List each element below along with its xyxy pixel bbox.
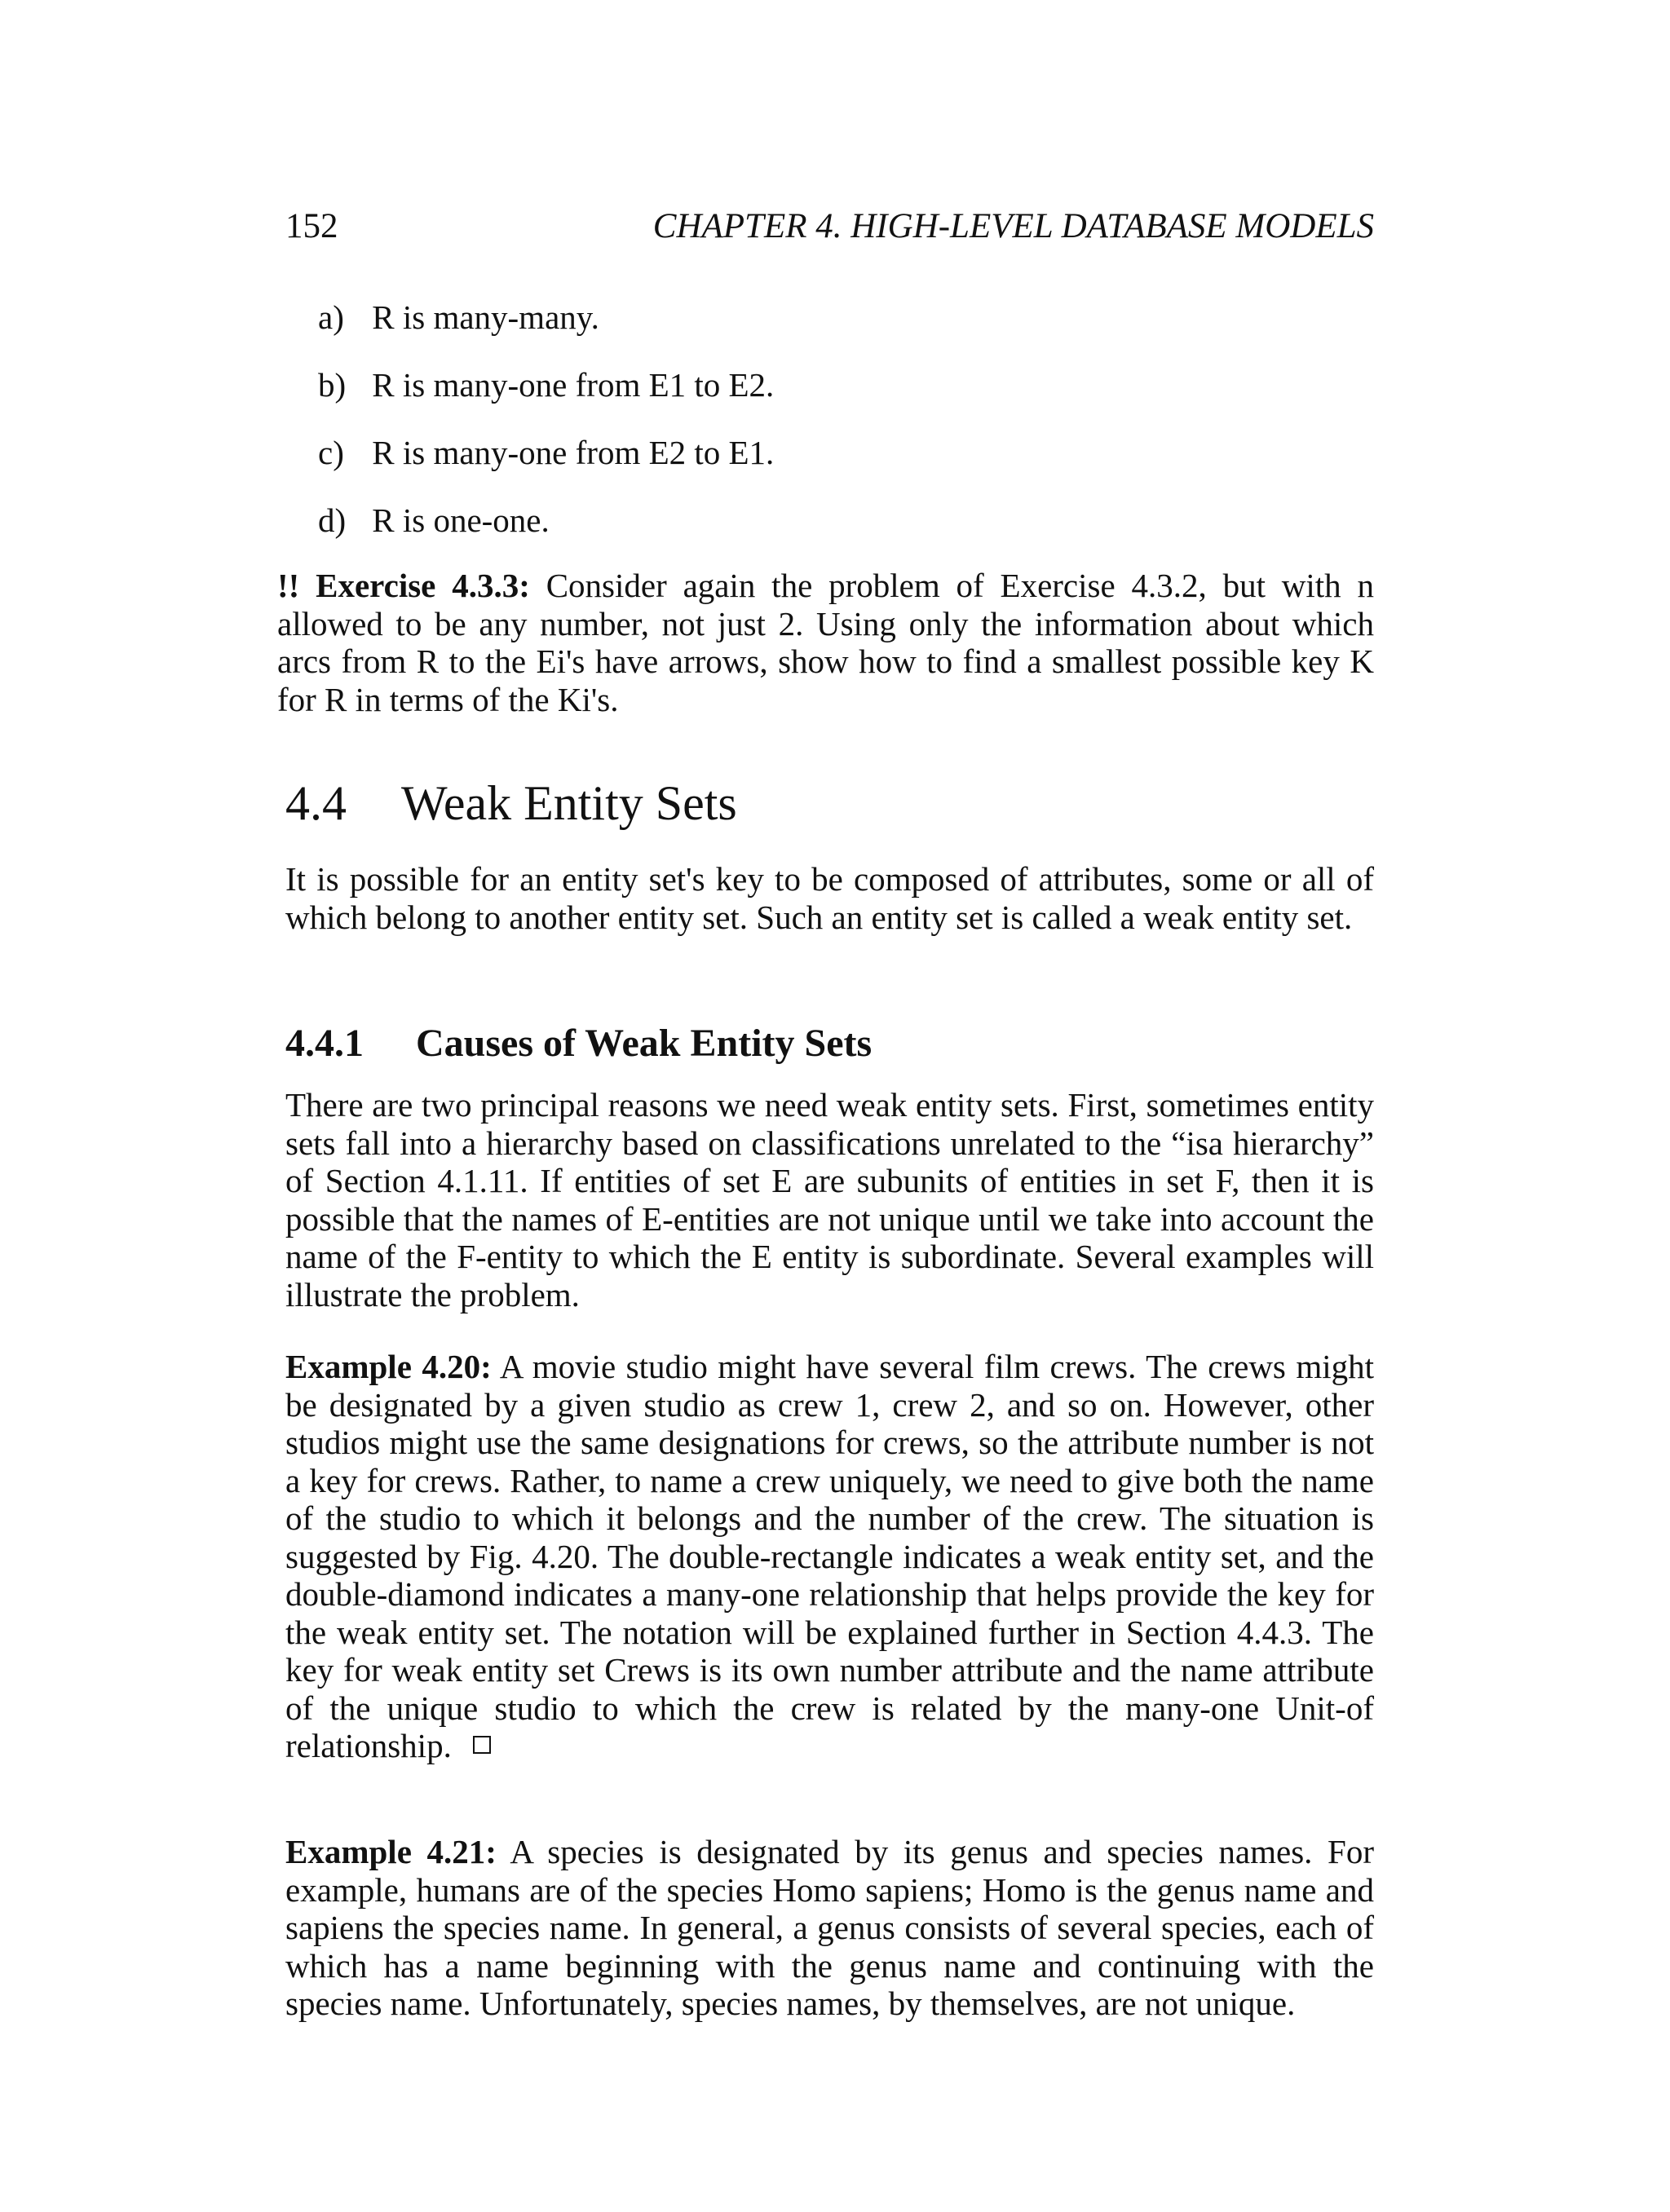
list-item	[318, 294, 774, 361]
list-item-text: R is many-one from E1 to E2.	[372, 366, 775, 404]
list-item-label: c)	[318, 434, 344, 471]
example-title: Example 4.21:	[285, 1833, 497, 1870]
section-number: 4.4	[285, 776, 347, 830]
subsection-heading	[285, 1018, 872, 1070]
section-title: Weak Entity Sets	[401, 776, 737, 830]
list-item-text: R is many-one from E2 to E1.	[372, 434, 775, 471]
list-item	[318, 429, 774, 497]
list-item	[318, 361, 774, 429]
running-header	[285, 202, 1374, 251]
exercise-text: Consider again the problem of Exercise 4.3.2, but with n allowed to be any number, not just 2. Using only the information about which arcs from R to the Ei's have arrows, show how to find a smallest possible key K for R in terms of the Ki's.	[277, 567, 1374, 718]
exercise-difficulty-marker: !!	[277, 567, 300, 604]
exercise-options	[318, 294, 774, 564]
subsection-title: Causes of Weak Entity Sets	[416, 1022, 873, 1065]
list-item	[318, 497, 774, 564]
example-title: Example 4.20:	[285, 1348, 492, 1385]
subsection-number: 4.4.1	[285, 1022, 364, 1065]
list-item-label: b)	[318, 366, 347, 404]
list-item-label: a)	[318, 298, 344, 336]
exercise-title: Exercise 4.3.3:	[316, 567, 530, 604]
end-of-example-icon	[473, 1736, 491, 1754]
page-number: 152	[285, 207, 338, 245]
chapter-title: CHAPTER 4. HIGH-LEVEL DATABASE MODELS	[652, 207, 1374, 245]
example-4-20	[285, 1348, 1374, 1765]
section-intro-text: It is possible for an entity set's key to be composed of attributes, some or all of which belong to another entity set. Such an entity set is called a weak entity set.	[285, 860, 1374, 936]
section-intro	[285, 860, 1374, 936]
list-item-label: d)	[318, 501, 347, 539]
example-text: A movie studio might have several film crews. The crews might be designated by a given studio as crew 1, crew 2, and so on. However, other studios might use the same designations for crews, so the attribute number is not a key for crews. Rather, to name a crew uniquely, we need to give both the name of the studio to which it belongs and the number of the crew. The situation is suggested by Fig. 4.20. The double-rectangle indicates a weak entity set, and the double-diamond indicates a many-one relationship that helps provide the key for the weak entity set. The notation will be explained further in Section 4.4.3. The key for weak entity set Crews is its own number attribute and the name attribute of the unique studio to which the crew is related by the many-one Unit-of relationship.	[285, 1348, 1374, 1764]
example-text: A species is designated by its genus and species names. For example, humans are of the species Homo sapiens; Homo is the genus name and sapiens the species name. In general, a genus consists of several species, each of which has a name beginning with the genus name and continuing with the species name. Unfortunately, species names, by themselves, are not unique.	[285, 1833, 1374, 2022]
subsection-paragraph-text: There are two principal reasons we need weak entity sets. First, sometimes entity sets fall into a hierarchy based on classifications unrelated to the “isa hierarchy” of Section 4.1.11. If entities of set E are subunits of entities in set F, then it is possible that the names of E-entities are not unique until we take into account the name of the F-entity to which the E entity is subordinate. Several examples will illustrate the problem.	[285, 1086, 1374, 1314]
example-4-21	[285, 1833, 1374, 2023]
exercise-4-3-3	[277, 567, 1374, 718]
section-heading	[285, 770, 737, 836]
list-item-text: R is one-one.	[372, 501, 550, 539]
subsection-paragraph	[285, 1086, 1374, 1314]
list-item-text: R is many-many.	[372, 298, 599, 336]
